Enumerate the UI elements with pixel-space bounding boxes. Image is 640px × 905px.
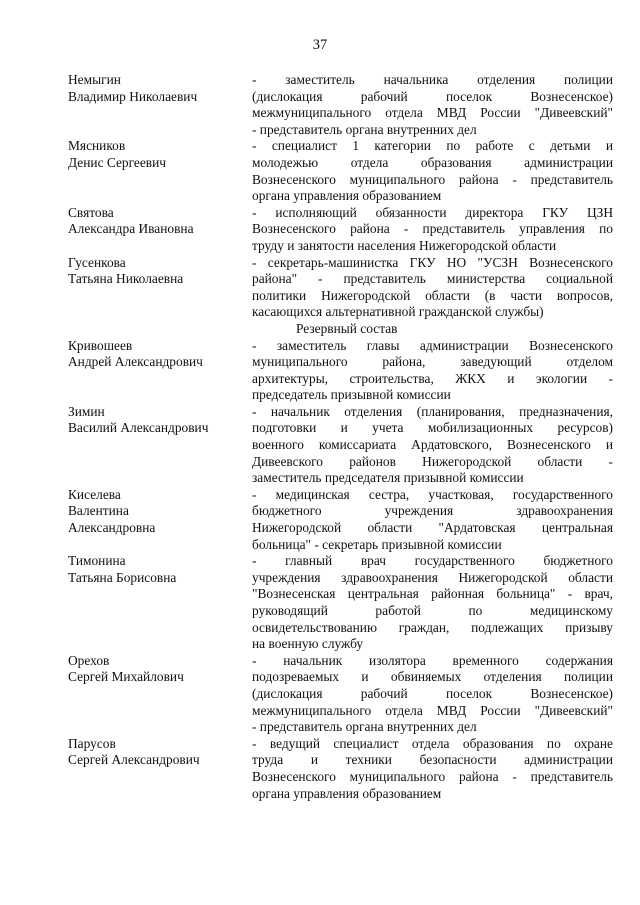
member-name: [68, 553, 248, 586]
member-position-line: - главный врач государственного бюджетного: [252, 553, 613, 569]
member-name-line: Денис Сергеевич: [68, 154, 167, 170]
member-position-line: - заместитель главы администрации Вознесенского: [252, 337, 613, 353]
member-position-line: учреждения здравоохранения Нижегородской области: [252, 569, 613, 585]
member-position-line: - начальник изолятора временного содержания: [252, 652, 613, 668]
member-name-line: Татьяна Николаевна: [68, 271, 184, 287]
member-position-line: военного комиссариата Ардатовского, Вознесенского и: [252, 437, 613, 453]
member-position: [252, 487, 613, 553]
member-position: [252, 553, 613, 653]
member-position-line: Вознесенского муниципального района - представитель: [252, 768, 613, 784]
member-position-line: района" - представитель министерства социальной: [252, 271, 613, 287]
member-name: [68, 736, 248, 769]
member-position-line: межмуниципального отдела МВД России "Дивеевский": [252, 702, 613, 718]
member-name-line: Святова: [68, 204, 114, 220]
member-name-line: Татьяна Борисовна: [68, 569, 177, 585]
member-name: [68, 487, 248, 537]
member-name: [68, 72, 248, 105]
member-position-line: "Вознесенская центральная районная больница" - врач,: [252, 586, 613, 602]
member-name-line: Андрей Александрович: [68, 354, 203, 370]
member-entry: [0, 553, 640, 653]
member-position-line: на военную службу: [252, 636, 364, 652]
member-position-line: межмуниципального отдела МВД России "Дивеевский": [252, 105, 613, 121]
member-position: [252, 404, 613, 487]
member-position: [252, 653, 613, 736]
member-position-line: - представитель органа внутренних дел: [252, 121, 477, 137]
member-entry: [0, 205, 640, 255]
member-position: [252, 736, 613, 802]
main-composition-list: [0, 72, 640, 321]
member-position-line: - представитель органа внутренних дел: [252, 719, 477, 735]
member-position-line: председатель призывной комиссии: [252, 387, 451, 403]
member-position-line: труда и техники безопасности администрации: [252, 752, 613, 768]
member-name-line: Кривошеев: [68, 337, 133, 353]
reserve-composition-list: [0, 338, 640, 803]
member-name: [68, 404, 248, 437]
member-name-line: Орехов: [68, 652, 110, 668]
member-position-line: руководящий работой по медицинскому: [252, 603, 613, 618]
member-position-line: Вознесенского муниципального района - представитель: [252, 171, 613, 187]
member-name-line: Василий Александрович: [68, 420, 209, 436]
member-position-line: архитектуры, строительства, ЖКХ и экологии -: [252, 370, 613, 386]
page-number: 37: [312, 37, 328, 53]
member-entry: [0, 255, 640, 321]
member-name-line: Владимир Николаевич: [68, 88, 198, 104]
member-position-line: больница" - секретарь призывной комиссии: [252, 536, 502, 552]
member-name: [68, 138, 248, 171]
member-name-line: Тимонина: [68, 553, 126, 569]
member-entry: [0, 138, 640, 204]
member-position-line: заместитель председателя призывной комиссии: [252, 470, 524, 486]
member-name-line: Зимин: [68, 403, 105, 419]
member-entry: [0, 653, 640, 736]
member-position: [252, 255, 613, 321]
member-position-line: (дислокация рабочий поселок Вознесенское): [252, 685, 613, 701]
member-position-line: касающихся альтернативной гражданской службы): [252, 304, 544, 320]
member-entry: [0, 338, 640, 404]
member-position-line: политики Нижегородской области (в части вопросов,: [252, 287, 613, 303]
member-position-line: - ведущий специалист отдела образования по охране: [252, 735, 613, 751]
member-position-line: Дивеевского районов Нижегородской области -: [252, 453, 613, 469]
member-entry: [0, 404, 640, 487]
member-position-line: Нижегородской области "Ардатовская центральная: [252, 520, 613, 536]
member-entry: [0, 487, 640, 553]
reserve-composition-heading: Резервный состав: [296, 320, 398, 336]
member-position-line: Вознесенского района - представитель управления по: [252, 221, 613, 237]
member-position: [252, 72, 613, 138]
member-position-line: органа управления образованием: [252, 188, 442, 204]
member-position: [252, 205, 613, 255]
member-name-line: Гусенкова: [68, 254, 126, 270]
member-position-line: молодежью отдела образования администрации: [252, 154, 613, 170]
member-position-line: подготовки и учета мобилизационных ресурсов): [252, 420, 613, 436]
member-position-line: - специалист 1 категории по работе с детьми и: [252, 138, 613, 154]
member-name-line: Парусов: [68, 735, 116, 751]
member-position-line: труду и занятости населения Нижегородской области: [252, 237, 557, 253]
member-position-line: (дислокация рабочий поселок Вознесенское): [252, 88, 613, 104]
member-name-line: Валентина: [68, 503, 129, 519]
member-position-line: подозреваемых и обвиняемых отделения полиции: [252, 669, 613, 685]
member-position-line: - заместитель начальника отделения полиции: [252, 72, 613, 87]
member-position: [252, 138, 613, 204]
member-position-line: органа управления образованием: [252, 785, 442, 801]
commission-member-list: [0, 72, 640, 802]
member-name: [68, 255, 248, 288]
member-name-line: Александровна: [68, 520, 156, 536]
member-entry: [0, 72, 640, 138]
member-name-line: Киселева: [68, 486, 121, 502]
member-entry: [0, 736, 640, 802]
member-name-line: Мясников: [68, 138, 126, 154]
member-position-line: бюджетного учреждения здравоохранения: [252, 503, 613, 519]
member-name: [68, 205, 248, 238]
member-name-line: Александра Ивановна: [68, 221, 194, 237]
member-position: [252, 338, 613, 404]
member-position-line: - секретарь-машинистка ГКУ НО "УСЗН Вознесенского: [252, 254, 613, 270]
member-name-line: Немыгин: [68, 72, 121, 87]
member-position-line: муниципального района, заведующий отделом: [252, 354, 613, 370]
member-name: [68, 338, 248, 371]
member-name: [68, 653, 248, 686]
member-position-line: - исполняющий обязанности директора ГКУ ЦЗН: [252, 204, 613, 220]
member-position-line: - начальник отделения (планирования, предназначения,: [252, 403, 613, 419]
member-position-line: освидетельствованию граждан, подлежащих призыву: [252, 619, 613, 635]
member-position-line: - медицинская сестра, участковая, государственного: [252, 486, 613, 502]
member-name-line: Сергей Михайлович: [68, 669, 184, 685]
member-name-line: Сергей Александрович: [68, 752, 200, 768]
